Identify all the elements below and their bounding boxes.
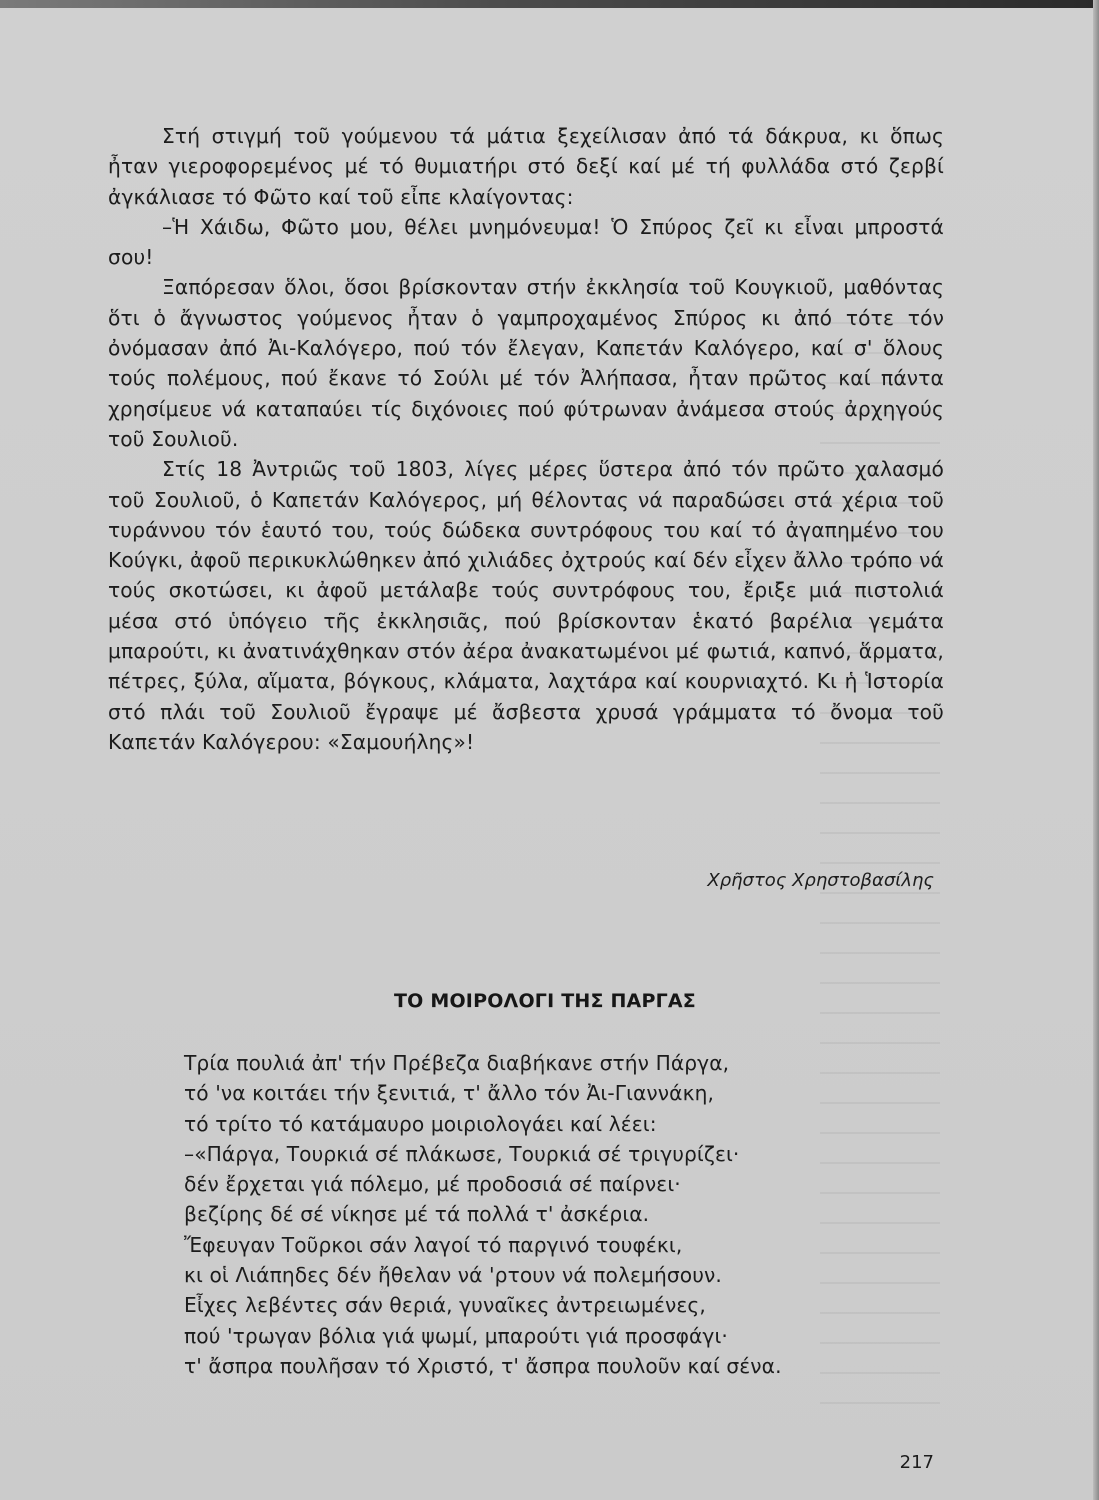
- poem-line: τ' ἄσπρα πουλῆσαν τό Χριστό, τ' ἄσπρα πουλοῦν καί σένα.: [184, 1353, 782, 1378]
- poem-title: ΤΟ ΜΟΙΡΟΛΟΓΙ ΤΗΣ ΠΑΡΓΑΣ: [394, 990, 696, 1012]
- poem-line: κι οἱ Λιάπηδες δέν ἤθελαν νά 'ρτουν νά πολεμήσουν.: [184, 1263, 722, 1288]
- paragraph: Στίς 18 Ἀντριῶς τοῦ 1803, λίγες μέρες ὕστερα ἀπό τόν πρῶτο χαλασμό τοῦ Σουλιοῦ, ὁ Καπετάν Καλόγερος, μή θέλοντας νά παραδώσει στά χέρια τοῦ τυράννου τόν ἑαυτό του, τούς δώδεκα συντρόφους του καί τό ἀγαπημένο του Κούγκι, ἀφοῦ περικυκλώθηκεν ἀπό χιλιάδες ὀχτρούς καί δέν εἶχεν ἄλλο τρόπο νά τούς σκοτώσει, κι ἀφοῦ μετάλαβε τούς συντρόφους του, ἔριξε μιά πιστολιά μέσα στό ὑπόγειο τῆς ἐκκλησιᾶς, πού βρίσκονταν ἑκατό βαρέλια γεμάτα μπαρούτι, κι ἀνατινάχθηκαν στόν ἀέρα ἀνακατωμένοι μέ φωτιά, καπνό, ἅρματα, πέτρες, ξύλα, αἵματα, βόγκους, κλάματα, λαχτάρα καί κουρνιαχτό. Κι ἡ Ἱστορία στό πλάι τοῦ Σουλιοῦ ἔγραψε μέ ἄσβεστα χρυσά γράμματα τό ὄνομα τοῦ Καπετάν Καλόγερου: «Σαμουήλης»!: [108, 457, 944, 754]
- poem-line: Τρία πουλιά ἀπ' τήν Πρέβεζα διαβήκανε στήν Πάργα,: [184, 1051, 730, 1075]
- paragraph: Ξαπόρεσαν ὅλοι, ὅσοι βρίσκονταν στήν ἐκκλησία τοῦ Κουγκιοῦ, μαθόντας ὅτι ὁ ἄγνωστος γούμενος ἦταν ὁ γαμπροχαμένος Σπύρος κι ἀπό τότε τόν ὀνόμασαν ἀπό Ἀι-Καλόγερο, πού τόν ἔλεγαν, Καπετάν Καλόγερο, καί σ' ὅλους τούς πολέμους, πού ἔκανε τό Σούλι μέ τόν Ἀλήπασα, ἦταν πρῶτος καί πάντα χρησίμευε νά καταπαύει τίς διχόνοιες πού φύτρωναν ἀνάμεσα στούς ἀρχηγούς τοῦ Σουλιοῦ.: [108, 275, 944, 451]
- prose-section: [108, 121, 944, 757]
- scan-top-edge: [0, 0, 1099, 8]
- author-signature: Χρῆστος Χρηστοβασίλης: [707, 870, 934, 891]
- poem-line: τό 'να κοιτάει τήν ξενιτιά, τ' ἄλλο τόν Ἀι-Γιαννάκη,: [184, 1081, 714, 1106]
- poem-line: δέν ἔρχεται γιά πόλεμο, μέ προδοσιά σέ παίρνει·: [184, 1172, 681, 1197]
- poem-line: βεζίρης δέ σέ νίκησε μέ τά πολλά τ' ἀσκέρια.: [184, 1202, 650, 1227]
- page-number: 217: [899, 1452, 934, 1473]
- poem-line: Ἔφευγαν Τοῦρκοι σάν λαγοί τό παργινό τουφέκι,: [184, 1232, 683, 1257]
- scan-right-edge: [1093, 0, 1099, 1500]
- poem-line: πού 'τρωγαν βόλια γιά ψωμί, μπαρούτι γιά προσφάγι·: [184, 1323, 728, 1348]
- poem-body: [184, 1048, 944, 1381]
- poem-line: Εἶχες λεβέντες σάν θεριά, γυναῖκες ἀντρειωμένες,: [184, 1293, 706, 1318]
- paragraph: –Ἡ Χάιδω, Φῶτο μου, θέλει μνημόνευμα! Ὁ Σπύρος ζεῖ κι εἶναι μπροστά σου!: [108, 214, 944, 270]
- poem-line: –«Πάργα, Τουρκιά σέ πλάκωσε, Τουρκιά σέ τριγυρίζει·: [184, 1141, 740, 1166]
- poem-line: τό τρίτο τό κατάμαυρο μοιριολογάει καί λέει:: [184, 1111, 657, 1136]
- paragraph: Στή στιγμή τοῦ γούμενου τά μάτια ξεχείλισαν ἀπό τά δάκρυα, κι ὅπως ἦταν γιεροφορεμένος μέ τό θυμιατήρι στό δεξί καί μέ τή φυλλάδα στό ζερβί ἀγκάλιασε τό Φῶτο καί τοῦ εἶπε κλαίγοντας:: [108, 124, 944, 209]
